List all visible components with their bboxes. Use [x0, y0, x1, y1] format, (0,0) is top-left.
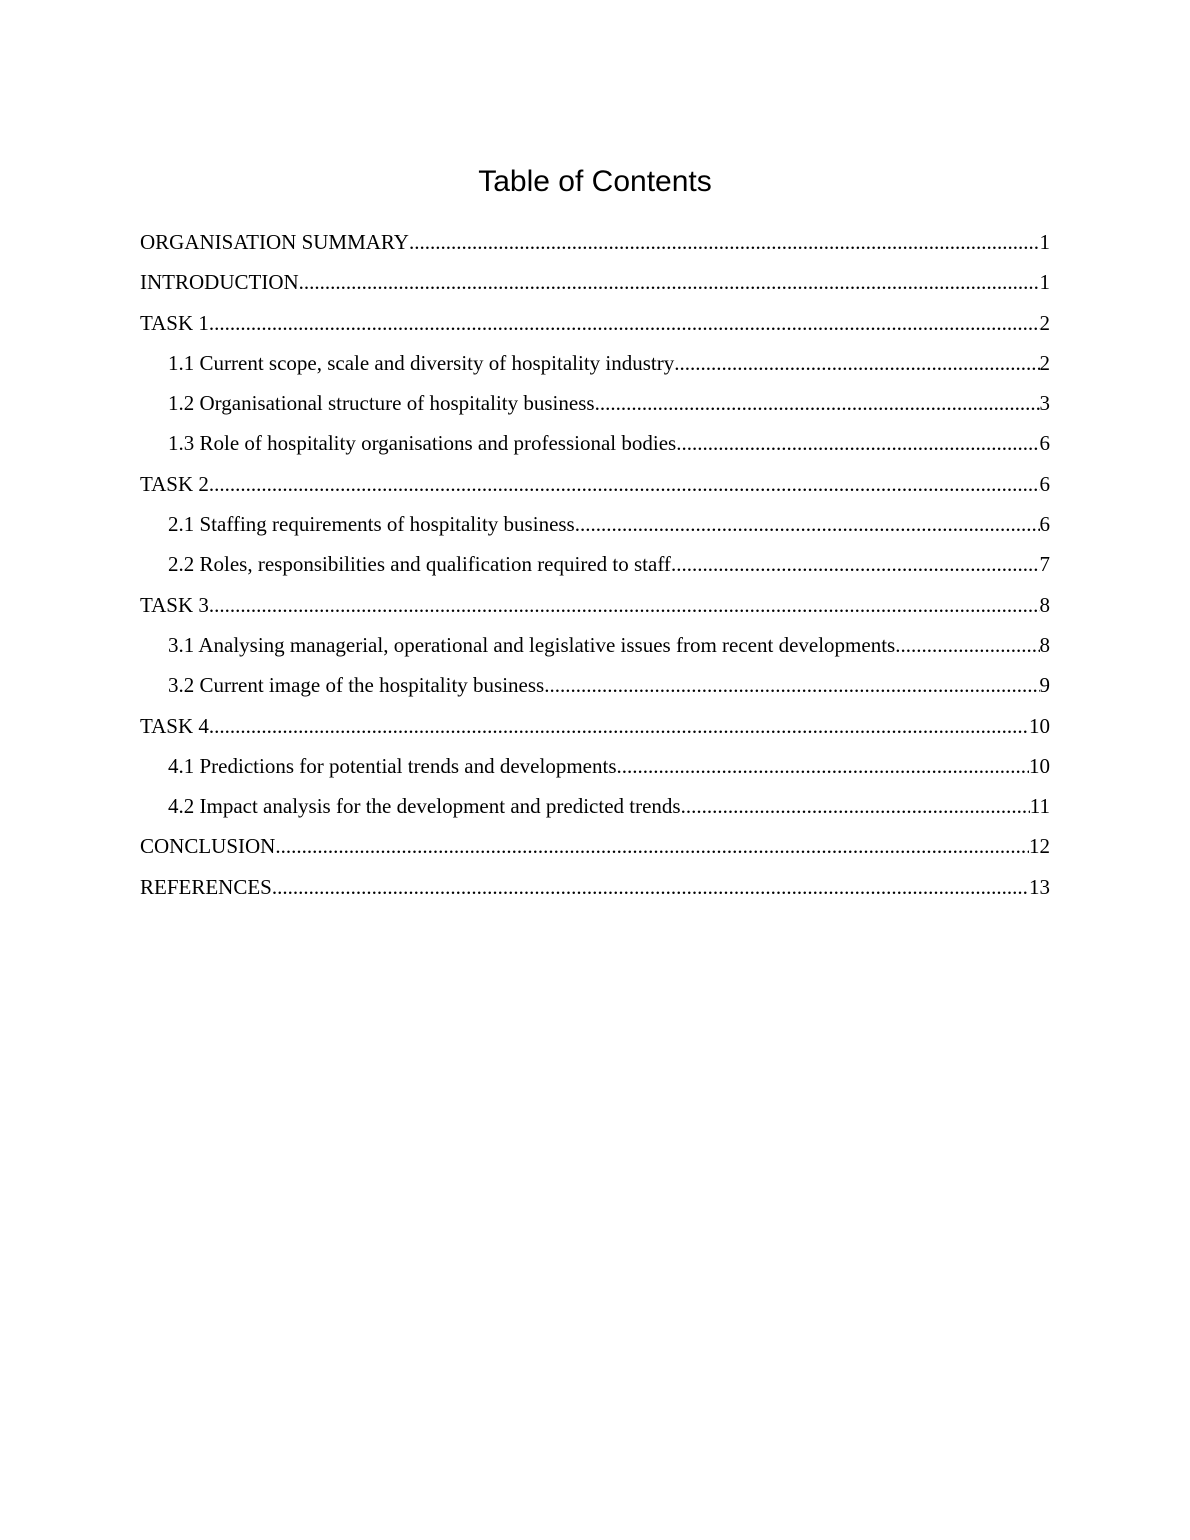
toc-entry-text: 1.2 Organisational structure of hospitality business	[168, 391, 595, 416]
toc-entry[interactable]	[140, 222, 1050, 262]
toc-dot-leader	[676, 423, 1039, 463]
toc-dot-leader	[595, 383, 1040, 423]
toc-entry-page-number: 1	[1039, 270, 1050, 295]
toc-entry-text: 3.1 Analysing managerial, operational and legislative issues from recent developments	[168, 632, 896, 657]
toc-entry-page-number: 6	[1039, 471, 1050, 496]
toc-dot-leader	[209, 464, 1040, 504]
toc-entry[interactable]	[140, 262, 1050, 302]
toc-dot-leader	[617, 746, 1030, 786]
toc-dot-leader	[209, 706, 1029, 746]
toc-entry-text: 2.1 Staffing requirements of hospitality business	[168, 512, 575, 537]
toc-list	[140, 222, 1050, 907]
toc-entry-page-number: 8	[1039, 592, 1050, 617]
toc-entry-page-number: 10	[1029, 713, 1050, 738]
toc-entry[interactable]	[140, 585, 1050, 625]
toc-entry-text: 1.3 Role of hospitality organisations and professional bodies	[168, 431, 677, 456]
toc-dot-leader	[681, 786, 1030, 826]
toc-dot-leader	[674, 343, 1039, 383]
toc-dot-leader	[272, 867, 1029, 907]
toc-entry-text: 4.2 Impact analysis for the development and predicted trends	[168, 794, 681, 819]
toc-entry-text: TASK 2	[140, 471, 209, 496]
toc-entry[interactable]	[140, 504, 1050, 544]
toc-entry-text: 1.1 Current scope, scale and diversity of hospitality industry	[168, 350, 675, 375]
toc-entry[interactable]	[140, 303, 1050, 343]
toc-dot-leader	[895, 625, 1039, 665]
toc-entry-text: TASK 4	[140, 713, 209, 738]
toc-dot-leader	[544, 665, 1039, 705]
toc-entry-text: 2.2 Roles, responsibilities and qualification required to staff	[168, 552, 671, 577]
toc-entry-text: TASK 1	[140, 310, 209, 335]
toc-entry[interactable]	[140, 665, 1050, 705]
toc-entry[interactable]	[140, 464, 1050, 504]
toc-entry-page-number: 11	[1029, 794, 1050, 819]
toc-entry[interactable]	[140, 423, 1050, 463]
toc-entry-page-number: 6	[1039, 512, 1050, 537]
toc-entry-page-number: 2	[1039, 310, 1050, 335]
toc-dot-leader	[209, 303, 1040, 343]
toc-entry[interactable]	[140, 826, 1050, 866]
toc-entry-page-number: 12	[1029, 834, 1050, 859]
toc-entry-page-number: 9	[1039, 673, 1050, 698]
toc-entry-page-number: 10	[1029, 753, 1050, 778]
toc-entry-page-number: 7	[1039, 552, 1050, 577]
toc-entry-text: CONCLUSION	[140, 834, 276, 859]
toc-dot-leader	[209, 585, 1040, 625]
toc-entry-page-number: 3	[1039, 391, 1050, 416]
toc-entry[interactable]	[140, 544, 1050, 584]
toc-entry[interactable]	[140, 706, 1050, 746]
toc-entry-page-number: 1	[1039, 230, 1050, 254]
toc-entry-text: 4.1 Predictions for potential trends and developments	[168, 753, 617, 778]
toc-entry-text: ORGANISATION SUMMARY	[140, 230, 409, 254]
toc-entry[interactable]	[140, 343, 1050, 383]
toc-dot-leader	[275, 826, 1029, 866]
toc-entry[interactable]	[140, 786, 1050, 826]
toc-entry-page-number: 2	[1039, 350, 1050, 375]
toc-entry-text: 3.2 Current image of the hospitality business	[168, 673, 545, 698]
toc-entry-text: INTRODUCTION	[140, 270, 299, 295]
toc-dot-leader	[671, 544, 1040, 584]
toc-dot-leader	[409, 222, 1040, 262]
toc-title: Table of Contents	[478, 165, 712, 198]
toc-entry[interactable]	[140, 746, 1050, 786]
toc-entry-page-number: 6	[1039, 431, 1050, 456]
toc-entry[interactable]	[140, 625, 1050, 665]
toc-entry-page-number: 8	[1039, 632, 1050, 657]
toc-entry-page-number: 13	[1029, 874, 1050, 899]
toc-entry-text: REFERENCES	[140, 874, 272, 899]
toc-entry[interactable]	[140, 383, 1050, 423]
toc-entry[interactable]	[140, 867, 1050, 907]
toc-dot-leader	[575, 504, 1040, 544]
toc-entry-text: TASK 3	[140, 592, 209, 617]
toc-dot-leader	[299, 262, 1040, 302]
